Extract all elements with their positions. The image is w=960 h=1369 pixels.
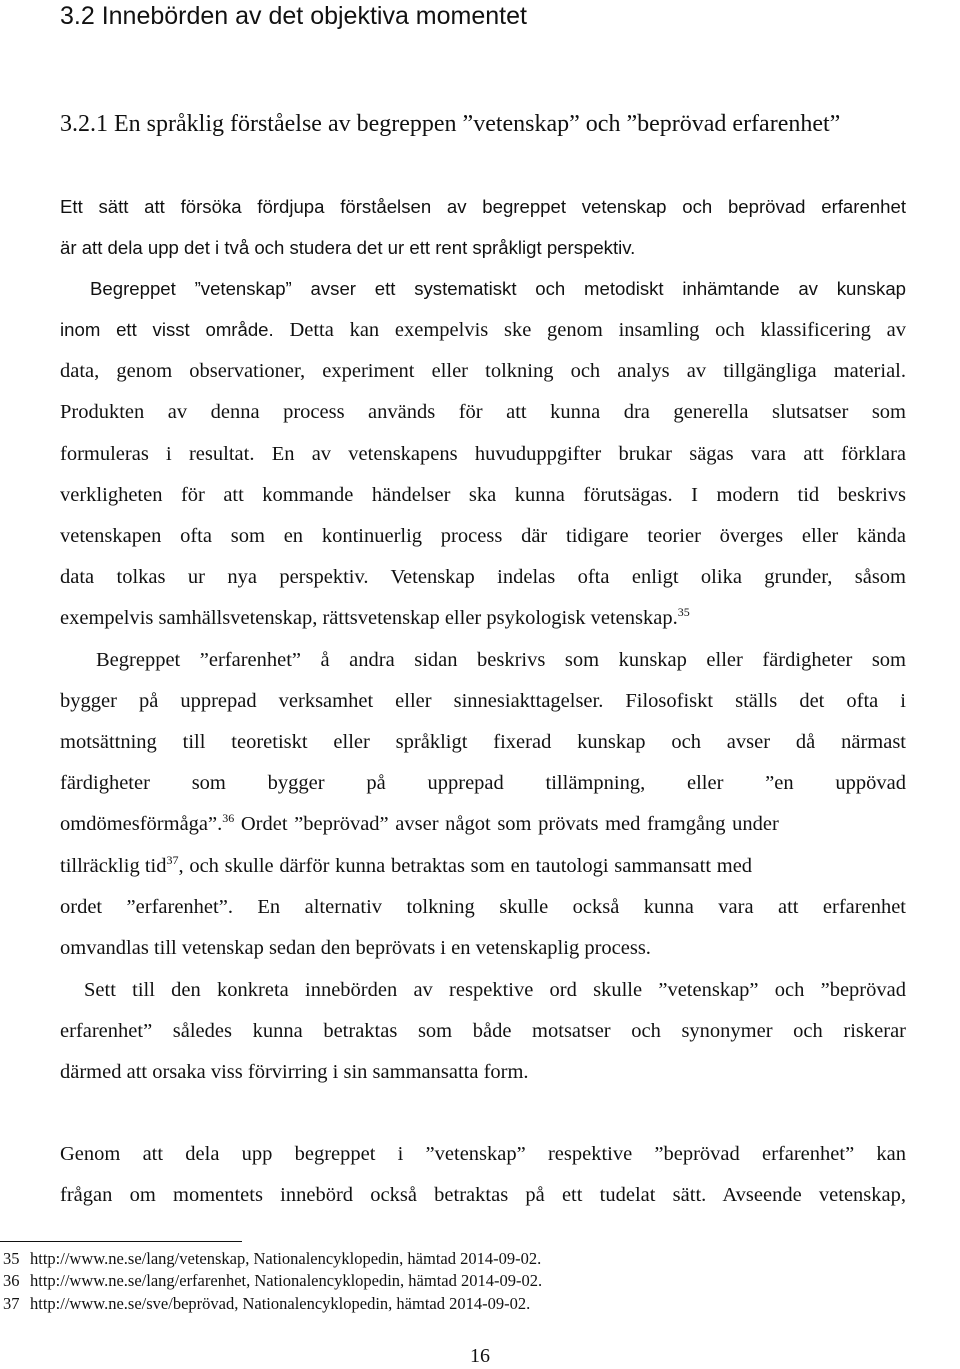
footnote [3,1271,542,1291]
body-line: erfarenhet” således kunna betraktas som både motsatser och synonymer och riskerar [60,1020,906,1042]
footnote-number: 35 [3,1249,20,1268]
body-line: formuleras i resultat. En av vetenskapens huvuduppgifter brukar sägas vara att förklara [60,443,906,465]
body-text: exempelvis samhällsvetenskap, rättsvetenskap eller psykologisk vetenskap. [60,607,678,629]
footnote-ref: 35 [677,605,690,619]
footnote-number: 36 [3,1271,20,1290]
footnote-separator [0,1241,242,1242]
body-text-sans: inom ett visst område. [60,319,274,340]
body-line: är att dela upp det i två och studera det ur ett rent språkligt perspektiv. [60,237,636,258]
body-line [60,604,906,632]
body-text: , och skulle därför kunna betraktas som en tautologi sammansatt med [178,855,753,877]
footnote [3,1294,530,1314]
body-text: Ordet ”beprövad” avser något som prövats med framgång under [234,813,779,835]
footnote-text: http://www.ne.se/sve/beprövad, Nationalencyklopedin, hämtad 2014-09-02. [30,1294,531,1313]
body-line [60,852,906,880]
body-line [60,810,906,838]
body-line: data, genom observationer, experiment eller tolkning och analys av tillgängliga material. [60,360,906,382]
body-line: därmed att orsaka viss förvirring i sin sammansatta form. [60,1061,529,1083]
body-text: tillräcklig tid [60,855,167,877]
body-text: omdömesförmåga”. [60,813,223,835]
footnote-text: http://www.ne.se/lang/erfarenhet, Nationalencyklopedin, hämtad 2014-09-02. [30,1271,543,1290]
body-line: Begreppet ”erfarenhet” å andra sidan beskrivs som kunskap eller färdigheter som [96,649,906,671]
body-line: bygger på upprepad verksamhet eller sinnesiakttagelser. Filosofiskt ställs det ofta i [60,690,906,712]
page-number: 16 [470,1345,490,1367]
body-line: motsättning till teoretiskt eller språkligt fixerad kunskap och avser då närmast [60,731,906,753]
body-line: Ett sätt att försöka fördjupa förståelsen av begreppet vetenskap och beprövad erfarenhet [60,196,906,217]
body-line: Sett till den konkreta innebörden av respektive ord skulle ”vetenskap” och ”beprövad [84,979,906,1001]
footnote [3,1249,541,1269]
body-line: ordet ”erfarenhet”. En alternativ tolkning skulle också kunna vara att erfarenhet [60,896,906,918]
footnote-ref: 36 [222,811,235,825]
body-text: Detta kan exempelvis ske genom insamling och klassificering av [289,319,907,341]
subsection-heading: 3.2.1 En språklig förståelse av begreppen ”vetenskap” och ”beprövad erfarenhet” [60,111,841,137]
body-line: verkligheten för att kommande händelser ska kunna förutsägas. I modern tid beskrivs [60,484,906,506]
body-line: färdigheter som bygger på upprepad tillämpning, eller ”en uppövad [60,772,906,794]
footnote-ref: 37 [166,853,179,867]
body-line: data tolkas ur nya perspektiv. Vetenskap indelas ofta enligt olika grunder, såsom [60,566,906,588]
section-heading: 3.2 Innebörden av det objektiva momentet [60,2,527,30]
footnote-number: 37 [3,1294,20,1313]
body-line: omvandlas till vetenskap sedan den beprövats i en vetenskaplig process. [60,937,651,959]
body-line: Genom att dela upp begreppet i ”vetenskap” respektive ”beprövad erfarenhet” kan [60,1143,906,1165]
body-line: frågan om momentets innebörd också betraktas på ett tudelat sätt. Avseende vetenskap, [60,1184,906,1206]
body-line: Begreppet ”vetenskap” avser ett systematiskt och metodiskt inhämtande av kunskap [90,278,906,299]
body-line: Produkten av denna process används för att kunna dra generella slutsatser som [60,401,906,423]
footnote-text: http://www.ne.se/lang/vetenskap, Nationalencyklopedin, hämtad 2014-09-02. [30,1249,542,1268]
body-line [60,316,906,344]
body-line: vetenskapen ofta som en kontinuerlig process där tidigare teorier överges eller kända [60,525,906,547]
